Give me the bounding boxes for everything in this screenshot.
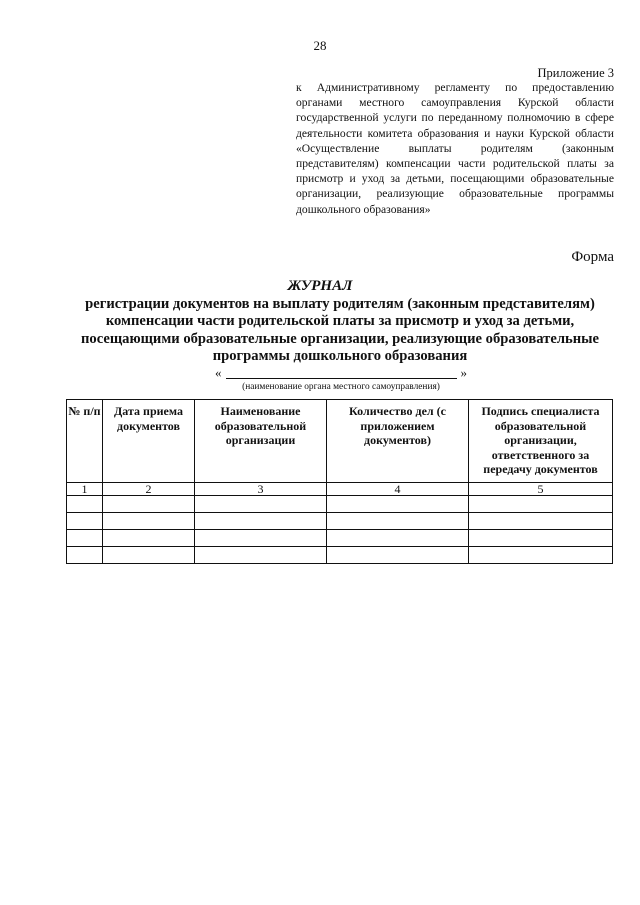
table-row — [67, 547, 613, 564]
column-number: 5 — [469, 483, 613, 496]
table-cell[interactable] — [327, 530, 469, 547]
table-cell[interactable] — [195, 547, 327, 564]
appendix-body: к Административному регламенту по предоставлению органами местного самоуправления Курской области государственной услуги по переданному полномочию в сфере деятельности комитета образования и науки Курской области «Осуществление выплаты родителям (законным представителям) компенсации части родительской платы за присмотр и уход за детьми, посещающими образовательные организации, реализующие образовательные программы дошкольного образования» — [296, 81, 614, 216]
table-cell[interactable] — [327, 513, 469, 530]
column-number: 1 — [67, 483, 103, 496]
header-receipt-date: Дата приема документов — [103, 400, 195, 483]
table-cell[interactable] — [67, 496, 103, 513]
table-row — [67, 513, 613, 530]
table-cell[interactable] — [195, 530, 327, 547]
journal-subtitle: регистрации документов на выплату родителям (законным представителям) компенсации части родительской платы за присмотр и уход за детьми, посещающими образовательные организации, реализующие образовательные программы дошкольного образования — [81, 296, 599, 365]
table-row — [67, 496, 613, 513]
form-label: Форма — [571, 249, 614, 265]
quote-close: » — [460, 365, 467, 380]
table-cell[interactable] — [469, 513, 613, 530]
authority-name-field[interactable] — [215, 365, 467, 381]
header-specialist-signature: Подпись специалиста образовательной организации, ответственного за передачу документов — [469, 400, 613, 483]
table-cell[interactable] — [469, 530, 613, 547]
page-number: 28 — [313, 38, 327, 53]
table-cell[interactable] — [103, 547, 195, 564]
table-cell[interactable] — [103, 513, 195, 530]
appendix-title: Приложение 3 — [537, 66, 614, 80]
table-cell[interactable] — [327, 547, 469, 564]
table-cell[interactable] — [67, 547, 103, 564]
column-number-row — [67, 483, 613, 496]
table-header-row — [67, 400, 613, 483]
table-cell[interactable] — [469, 496, 613, 513]
header-organization-name: Наименование образовательной организации — [195, 400, 327, 483]
authority-hint: (наименование органа местного самоуправления) — [242, 382, 440, 392]
table-cell[interactable] — [327, 496, 469, 513]
table-cell[interactable] — [67, 513, 103, 530]
table-cell[interactable] — [67, 530, 103, 547]
quote-open: « — [215, 365, 222, 380]
table-cell[interactable] — [469, 547, 613, 564]
table-cell[interactable] — [195, 496, 327, 513]
journal-table — [66, 399, 613, 564]
table-row — [67, 530, 613, 547]
column-number: 4 — [327, 483, 469, 496]
header-case-count: Количество дел (с приложением документов) — [327, 400, 469, 483]
column-number: 3 — [195, 483, 327, 496]
table-cell[interactable] — [103, 530, 195, 547]
table-cell[interactable] — [103, 496, 195, 513]
column-number: 2 — [103, 483, 195, 496]
journal-title: ЖУРНАЛ — [287, 278, 353, 294]
table-cell[interactable] — [195, 513, 327, 530]
authority-underline — [226, 378, 457, 379]
header-row-number: № п/п — [67, 400, 103, 483]
